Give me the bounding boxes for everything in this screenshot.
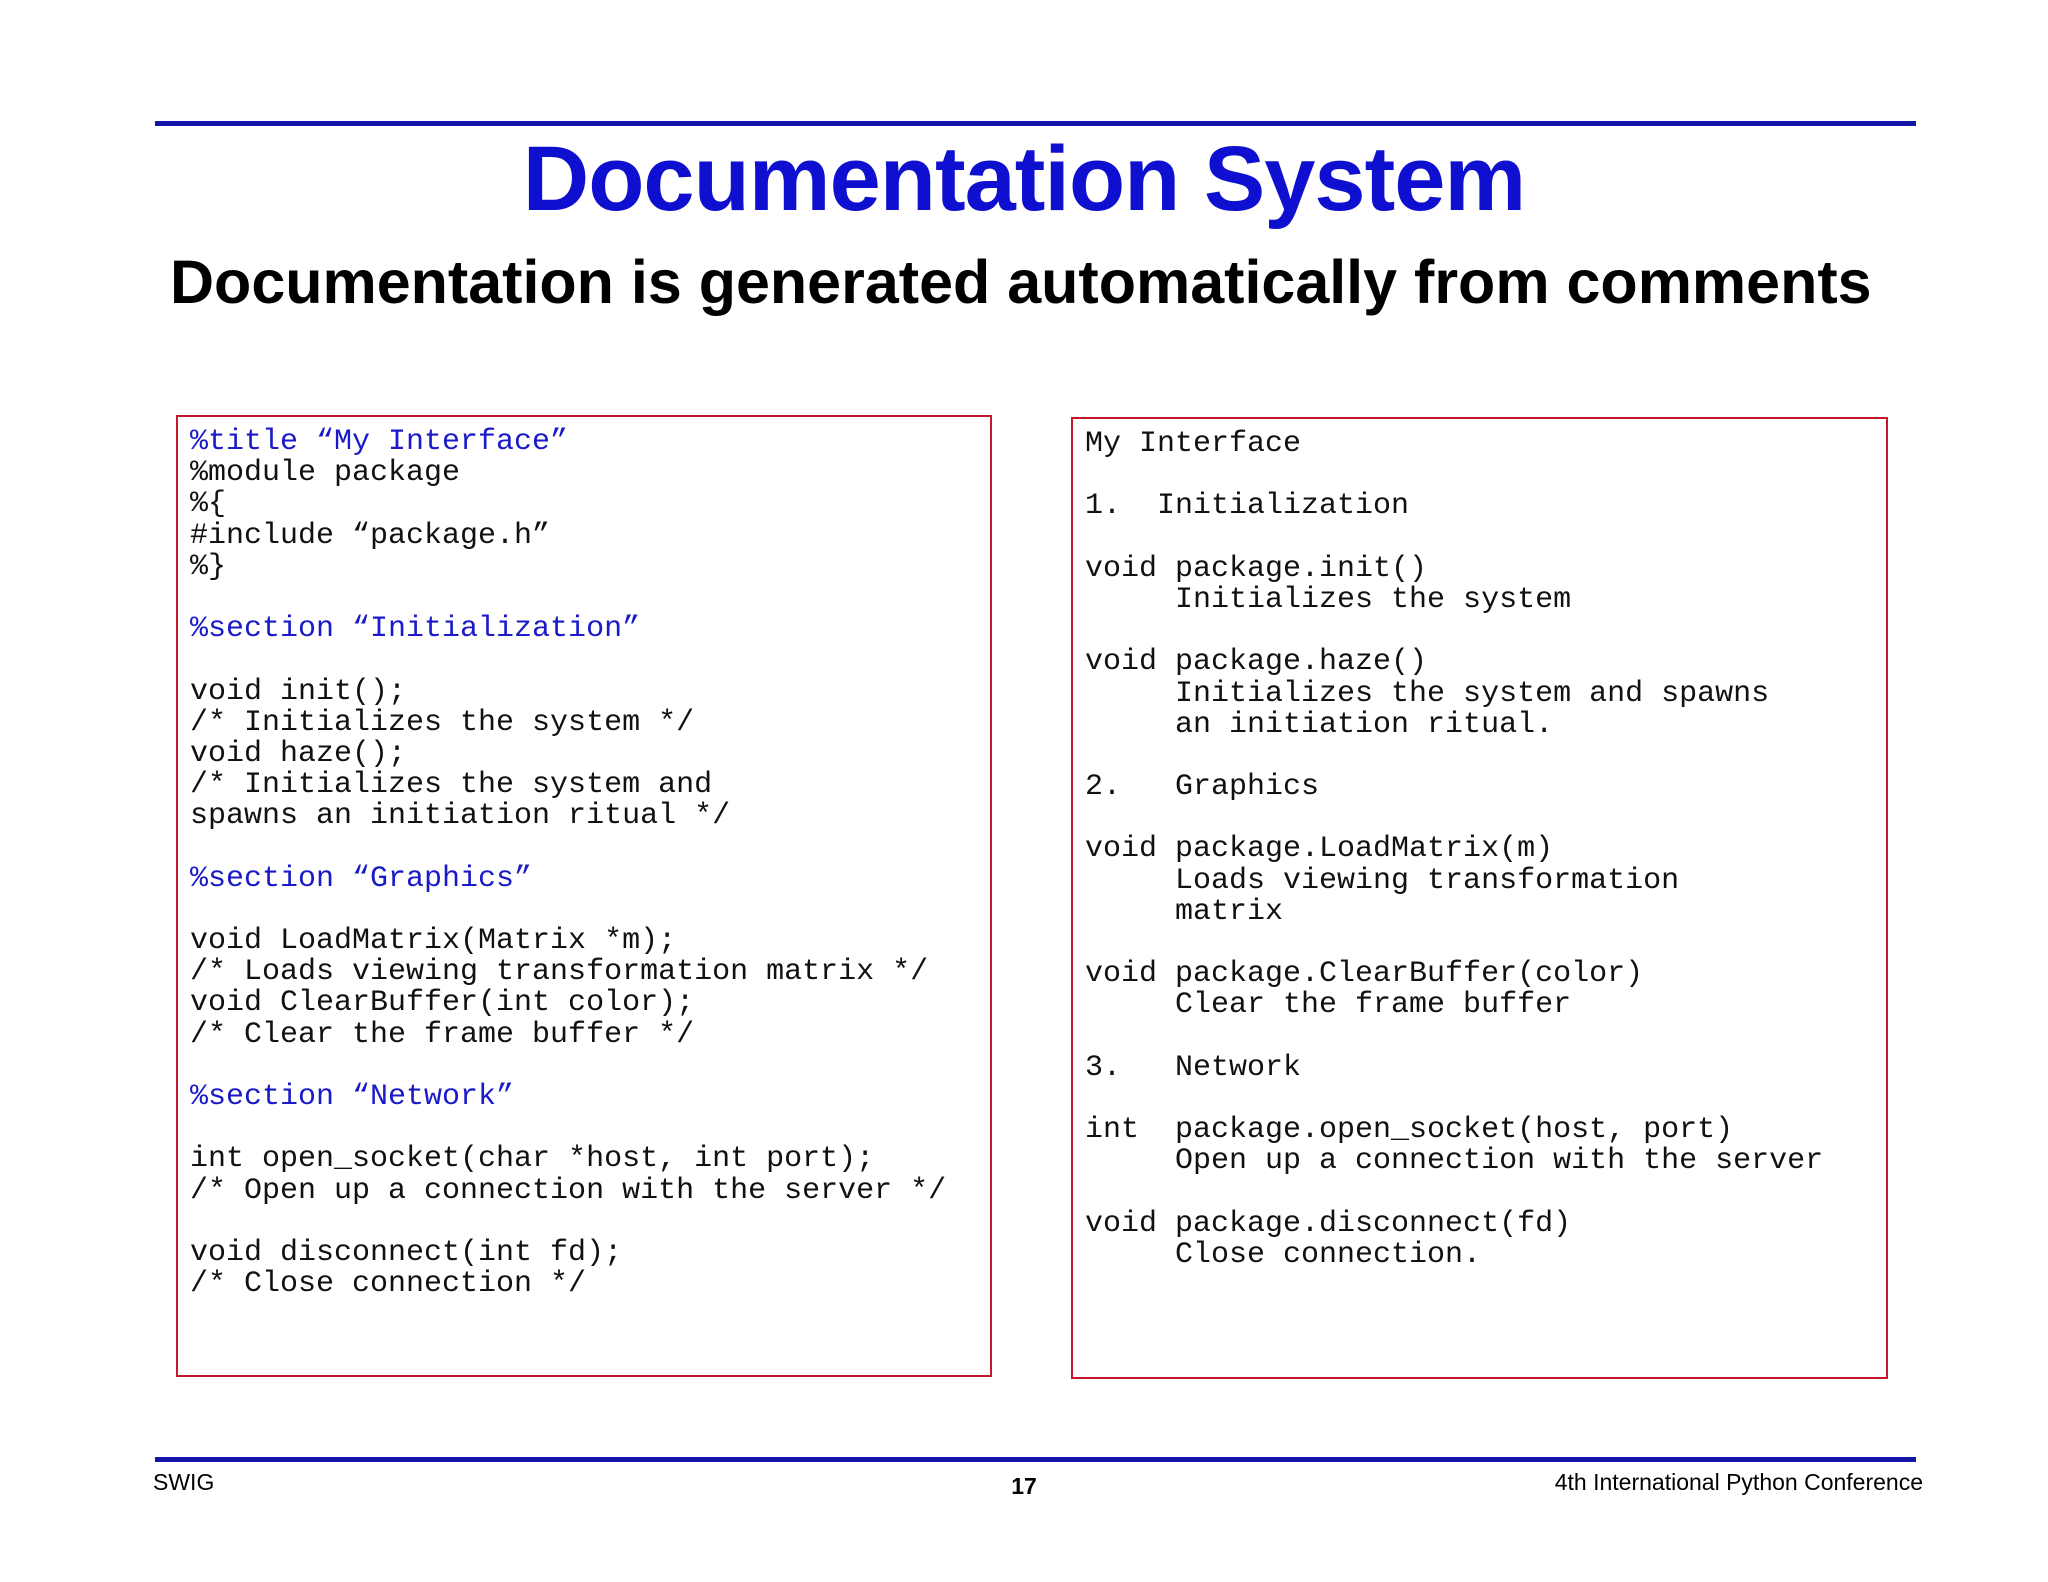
code-line: void package.LoadMatrix(m)	[1085, 832, 1554, 867]
code-line	[1085, 460, 1876, 491]
generated-docs-code	[1085, 429, 1876, 1271]
code-line: 2. Graphics	[1085, 770, 1320, 805]
code-line: void ClearBuffer(int color);	[190, 986, 695, 1021]
code-line	[1085, 928, 1876, 959]
code-line: void haze();	[190, 736, 407, 771]
code-line: void package.disconnect(fd)	[1085, 1206, 1572, 1241]
code-line	[1085, 616, 1876, 647]
code-line: 1. Initialization	[1085, 489, 1410, 524]
code-line: %}	[190, 549, 227, 584]
code-line	[190, 645, 980, 676]
code-line	[190, 1113, 980, 1144]
code-line: %title “My Interface”	[190, 425, 569, 459]
code-line	[190, 583, 980, 614]
code-line: void LoadMatrix(Matrix *m);	[190, 924, 677, 958]
code-line	[1085, 1178, 1876, 1209]
code-line: /* Close connection */	[190, 1267, 587, 1302]
code-line: %section “Initialization”	[190, 612, 641, 647]
code-line	[1085, 1084, 1876, 1115]
code-line: int package.open_socket(host, port)	[1085, 1113, 1734, 1148]
footer-right-label: 4th International Python Conference	[1554, 1469, 1923, 1495]
generated-docs-box	[1071, 417, 1888, 1379]
code-line	[1085, 523, 1876, 554]
code-line: Close connection.	[1085, 1237, 1482, 1272]
code-line	[1085, 1022, 1876, 1053]
footer-left-label: SWIG	[153, 1469, 215, 1495]
code-line: /* Initializes the system */	[190, 705, 695, 740]
code-line: void package.init()	[1085, 551, 1428, 586]
code-line: matrix	[1085, 894, 1284, 929]
code-line: Clear the frame buffer	[1085, 988, 1572, 1023]
code-line: Initializes the system	[1085, 582, 1572, 617]
slide-title: Documentation System	[522, 128, 1526, 230]
code-line	[1085, 741, 1876, 772]
code-line	[190, 832, 980, 863]
code-line	[190, 1051, 980, 1082]
code-line: /* Loads viewing transformation matrix */	[190, 955, 929, 990]
code-line: void init();	[190, 674, 407, 709]
code-line: /* Open up a connection with the server */	[190, 1173, 947, 1208]
code-line: /* Initializes the system and	[190, 768, 713, 803]
code-line: 3. Network	[1085, 1050, 1302, 1085]
code-line: Open up a connection with the server	[1085, 1144, 1824, 1179]
code-line	[190, 895, 980, 926]
code-line: %section “Graphics”	[190, 861, 533, 896]
code-line: %{	[190, 487, 227, 522]
code-line: Initializes the system and spawns	[1085, 676, 1770, 711]
code-line: #include “package.h”	[190, 518, 551, 553]
interface-source-code	[190, 427, 980, 1300]
code-line: %section “Network”	[190, 1079, 515, 1114]
slide-subtitle: Documentation is generated automatically from comments	[170, 248, 1872, 316]
code-line	[1085, 803, 1876, 834]
bottom-rule	[155, 1457, 1916, 1462]
code-line: spawns an initiation ritual */	[190, 799, 731, 834]
code-line: /* Clear the frame buffer */	[190, 1017, 695, 1052]
code-line: %module package	[190, 456, 461, 491]
code-line: void package.ClearBuffer(color)	[1085, 957, 1644, 992]
page-number: 17	[1011, 1473, 1037, 1499]
interface-source-box	[176, 415, 992, 1377]
code-line	[190, 1207, 980, 1238]
code-line: int open_socket(char *host, int port);	[190, 1142, 875, 1177]
code-line: void package.haze()	[1085, 645, 1428, 680]
code-line: Loads viewing transformation	[1085, 863, 1680, 898]
code-line: an initiation ritual.	[1085, 707, 1554, 742]
code-line: void disconnect(int fd);	[190, 1235, 623, 1270]
code-line: My Interface	[1085, 427, 1302, 461]
